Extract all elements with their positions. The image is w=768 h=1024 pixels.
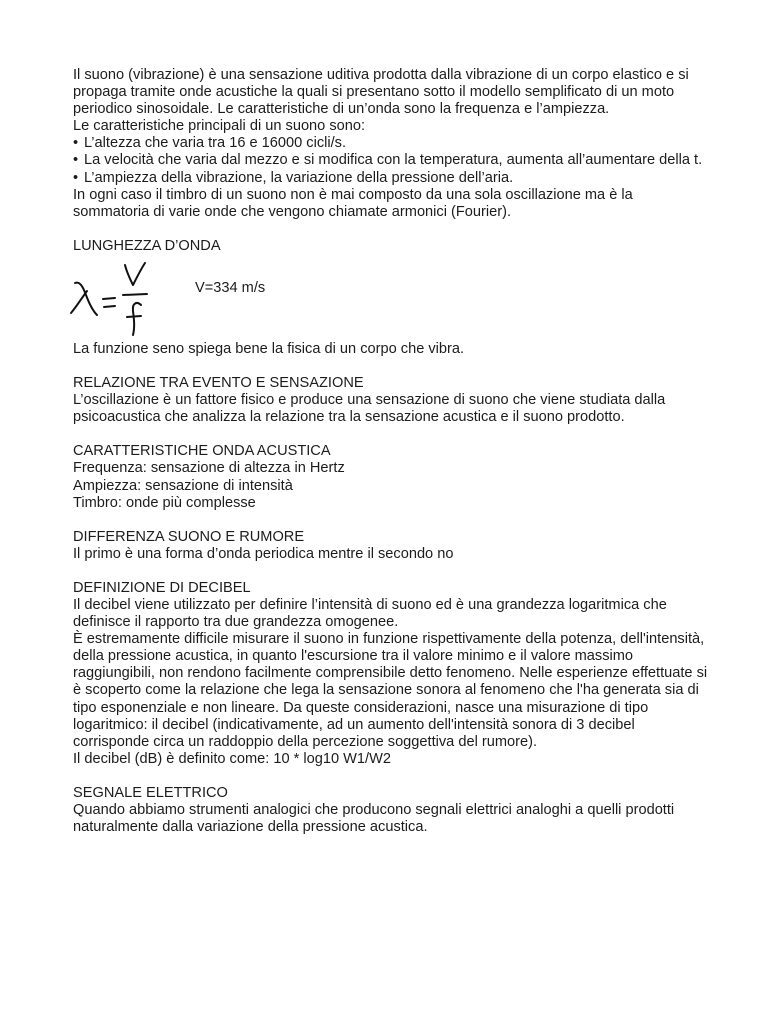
caratteristica-line: Ampiezza: sensazione di intensità [73, 477, 293, 494]
bullet-item [73, 170, 713, 187]
heading-differenza: DIFFERENZA SUONO E RUMORE [73, 528, 305, 545]
bullet-item [73, 135, 713, 152]
bullet-dot: • [73, 135, 79, 152]
characteristics-intro: Le caratteristiche principali di un suono sono: [73, 118, 366, 135]
bullet-dot: • [73, 169, 79, 186]
decibel-formula: Il decibel (dB) è definito come: 10 * log10 W1/W2 [73, 750, 391, 767]
heading-caratteristiche: CARATTERISTICHE ONDA ACUSTICA [73, 443, 331, 460]
speed-value: V=334 m/s [195, 279, 266, 296]
bullet-text: L’ampiezza della vibrazione, la variazione della pressione dell’aria. [84, 169, 514, 186]
segnale-text: Quando abbiamo strumenti analogici che producono segnali elettrici analoghi a quelli prodotti naturalmente dalla variazione della pressione acustica. [73, 802, 675, 836]
bullet-item [73, 152, 713, 169]
caratteristica-line: Frequenza: sensazione di altezza in Hertz [73, 460, 345, 477]
caratteristica-line: Timbro: onde più complesse [73, 494, 256, 511]
heading-lunghezza: LUNGHEZZA D’ONDA [73, 237, 221, 254]
bullet-text: La velocità che varia dal mezzo e si modifica con la temperatura, aumenta all’aumentare della t. [84, 152, 703, 169]
handwritten-formula-image [67, 261, 157, 341]
bullet-dot: • [73, 152, 79, 169]
heading-decibel: DEFINIZIONE DI DECIBEL [73, 579, 251, 596]
sine-function-text: La funzione seno spiega bene la fisica di un corpo che vibra. [73, 340, 465, 357]
wavelength-formula [73, 261, 713, 341]
document-page [73, 67, 713, 836]
differenza-text: Il primo è una forma d’onda periodica mentre il secondo no [73, 545, 454, 562]
relazione-text: L’oscillazione è un fattore fisico e produce una sensazione di suono che viene studiata dalla psicoacustica che analizza la relazione tra la sensazione acustica e il suono prodotto. [73, 392, 666, 426]
bullet-text: L’altezza che varia tra 16 e 16000 cicli/s. [84, 135, 347, 152]
heading-segnale: SEGNALE ELETTRICO [73, 784, 228, 801]
intro-paragraph: Il suono (vibrazione) è una sensazione uditiva prodotta dalla vibrazione di un corpo elastico e si propaga tramite onde acustiche la quali si presentano sotto il modello semplificato di un moto periodico sinosoidale. Le caratteristiche di un’onda sono la frequenza e l’ampiezza. [73, 67, 689, 118]
heading-relazione: RELAZIONE TRA EVENTO E SENSAZIONE [73, 375, 364, 392]
decibel-para1: Il decibel viene utilizzato per definire l’intensità di suono ed è una grandezza logaritmica che definisce il rapporto tra due grandezza omogenee. [73, 596, 667, 631]
decibel-para2: È estremamente difficile misurare il suono in funzione rispettivamente della potenza, dell'intensità, della pressione acustica, in quanto l'escursione tra il valore minimo e il valore massimo raggiungibili, non rendono facilmente comprensibile detto fenomeno. Nelle esperienze effettuate si è scoperto come la relazione che lega la sensazione sonora al fenomeno che l'ha generata sia di tipo esponenziale e non lineare. Da queste considerazioni, nasce una misurazione di tipo logaritmico: il decibel (indicativamente, ad un aumento dell'intensità sonora di 3 decibel corrisponde circa un raddoppio della percezione soggettiva del rumore). [73, 631, 708, 750]
timbre-paragraph: In ogni caso il timbro di un suono non è mai composto da una sola oscillazione ma è la sommatoria di varie onde che vengono chiamate armonici (Fourier). [73, 186, 633, 220]
